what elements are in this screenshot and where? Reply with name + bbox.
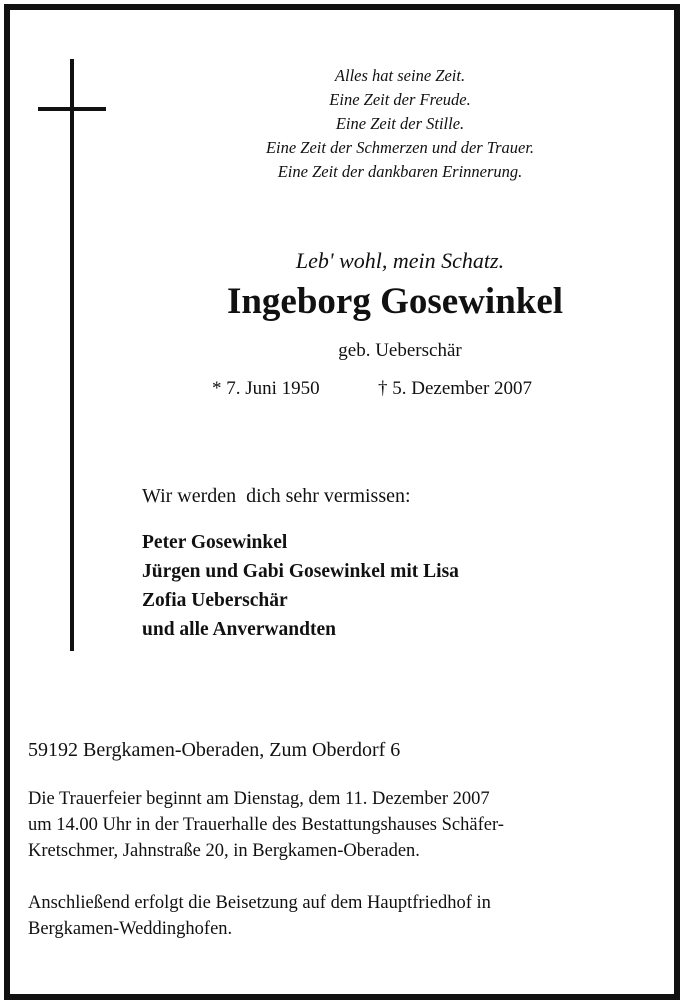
mourner: Jürgen und Gabi Gosewinkel mit Lisa xyxy=(142,561,459,582)
poem-line: Eine Zeit der Freude. xyxy=(329,90,471,109)
mourners-list xyxy=(142,528,459,644)
cross-icon xyxy=(70,59,74,651)
service-info xyxy=(28,786,504,864)
cross-icon-bar xyxy=(38,107,106,111)
burial-info xyxy=(28,890,491,942)
burial-line: Bergkamen-Weddinghofen. xyxy=(28,919,233,939)
poem xyxy=(200,64,600,184)
farewell-line: Leb' wohl, mein Schatz. xyxy=(295,248,505,273)
deceased-name: Ingeborg Gosewinkel xyxy=(226,281,564,322)
service-line: Die Trauerfeier beginnt am Dienstag, dem 11. Dezember 2007 xyxy=(28,789,490,809)
service-line: Kretschmer, Jahnstraße 20, in Bergkamen-Oberaden. xyxy=(28,841,420,861)
service-line: um 14.00 Uhr in der Trauerhalle des Bestattungshauses Schäfer- xyxy=(28,815,504,835)
address: 59192 Bergkamen-Oberaden, Zum Oberdorf 6 xyxy=(28,739,401,761)
mourner: Zofia Ueberschär xyxy=(142,590,288,611)
maiden-name: geb. Ueberschär xyxy=(338,340,462,361)
poem-line: Eine Zeit der dankbaren Erinnerung. xyxy=(277,162,523,181)
miss-line: Wir werden dich sehr vermissen: xyxy=(142,485,411,507)
poem-line: Alles hat seine Zeit. xyxy=(334,66,466,85)
mourner: Peter Gosewinkel xyxy=(142,532,288,553)
death-date: † 5. Dezember 2007 xyxy=(378,378,533,399)
mourner: und alle Anverwandten xyxy=(142,619,336,640)
burial-line: Anschließend erfolgt die Beisetzung auf dem Hauptfriedhof in xyxy=(28,893,491,913)
poem-line: Eine Zeit der Schmerzen und der Trauer. xyxy=(265,138,535,157)
birth-date: * 7. Juni 1950 xyxy=(212,378,320,399)
poem-line: Eine Zeit der Stille. xyxy=(335,114,465,133)
